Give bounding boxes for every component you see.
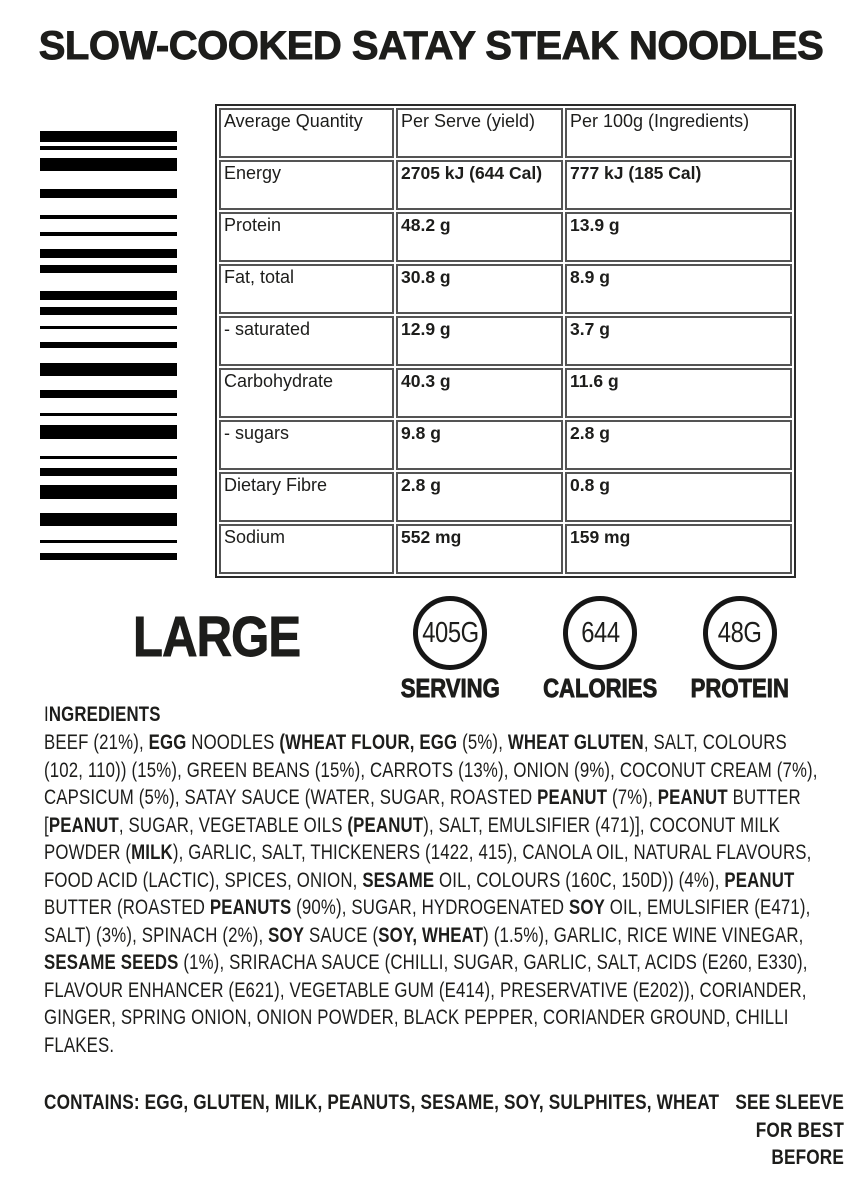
ingredients-line (44, 729, 844, 757)
nutrition-per-100g-cell: 777 kJ (185 Cal) (565, 160, 792, 210)
ingredient-text: OIL, EMULSIFIER (E471), (604, 896, 811, 919)
nutrition-label-cell: Sodium (219, 524, 394, 574)
ingredient-text: BEEF (21%), (44, 731, 149, 754)
contains-statement: CONTAINS: EGG, GLUTEN, MILK, PEANUTS, SESAME, SOY, SULPHITES, WHEAT (44, 1090, 720, 1114)
barcode-bar (40, 249, 177, 258)
nutrition-row (219, 212, 792, 262)
ingredient-text: BUTTER (ROASTED (44, 896, 210, 919)
nutrition-per-100g-cell: 2.8 g (565, 420, 792, 470)
allergen-text: SOY (268, 923, 305, 947)
barcode-bar (40, 456, 177, 459)
barcode-bar (40, 468, 177, 476)
nutrition-label-cell: Dietary Fibre (219, 472, 394, 522)
badge-serving (375, 596, 525, 704)
nutrition-label-cell: Energy (219, 160, 394, 210)
ingredients-line (44, 812, 844, 840)
allergen-text: PEANUTS (209, 896, 292, 919)
allergen-text: SESAME SEEDS (44, 951, 179, 974)
nutrition-per-serve-cell: 40.3 g (396, 368, 563, 418)
best-before-line: SEE SLEEVE (735, 1090, 844, 1114)
contains-row (44, 1089, 844, 1117)
barcode-bar (40, 307, 177, 315)
badge-label: PROTEIN (690, 673, 790, 703)
barcode-bar (40, 146, 177, 150)
ingredient-text: ) (1.5%), GARLIC, RICE WINE VINEGAR, (483, 923, 804, 947)
allergen-text: PEANUT (48, 813, 119, 837)
nutrition-label-cell: - sugars (219, 420, 394, 470)
badge-value: 48G (718, 616, 762, 649)
badge-value: 405G (421, 616, 479, 649)
nutrition-header-cell: Per Serve (yield) (396, 108, 563, 158)
nutrition-per-100g-cell: 13.9 g (565, 212, 792, 262)
nutrition-per-100g-cell: 159 mg (565, 524, 792, 574)
nutrition-header-cell: Average Quantity (219, 108, 394, 158)
nutrition-per-100g-cell: 0.8 g (565, 472, 792, 522)
ingredient-text: FLAKES. (44, 1033, 115, 1057)
ingredient-text: OIL, COLOURS (160C, 150D)) (4%), (434, 868, 725, 892)
barcode-bar (40, 425, 177, 439)
barcode-bar (40, 485, 177, 499)
nutrition-row (219, 316, 792, 366)
barcode-bar (40, 265, 177, 273)
allergen-text: PEANUT (537, 786, 608, 809)
allergen-text: SOY, WHEAT (378, 923, 484, 947)
best-before-line: FOR BEST (755, 1117, 844, 1142)
nutrition-per-serve-cell: 12.9 g (396, 316, 563, 366)
barcode-bar (40, 342, 177, 348)
barcode-bar (40, 326, 177, 329)
ingredient-text: (5%), (457, 731, 508, 754)
barcode (40, 131, 177, 560)
ingredients-line (44, 977, 844, 1005)
ingredient-text: NOODLES (186, 731, 280, 754)
ingredient-text: GINGER, SPRING ONION, ONION POWDER, BLACK PEPPER, CORIANDER GROUND, CHILLI (44, 1006, 789, 1029)
badge-circle-icon (563, 596, 637, 670)
ingredient-text: SALT) (3%), SPINACH (2%), (44, 923, 269, 947)
ingredient-text: , SALT, COLOURS (643, 731, 787, 754)
nutrition-row (219, 472, 792, 522)
ingredient-text: (102, 110)) (15%), GREEN BEANS (15%), CARROTS (13%), ONION (9%), COCONUT CREAM (7%), (44, 758, 818, 782)
barcode-bar (40, 291, 177, 300)
ingredient-text: ), SALT, EMULSIFIER (471)], COCONUT MILK (423, 813, 780, 837)
nutrition-row (219, 420, 792, 470)
ingredient-text: , SUGAR, VEGETABLE OILS (118, 813, 348, 837)
bottom-section (44, 1089, 844, 1172)
badge-calories (525, 596, 675, 704)
ingredient-text: (90%), SUGAR, HYDROGENATED (291, 896, 569, 919)
best-before-line: BEFORE (771, 1145, 844, 1169)
nutrition-label-cell: - saturated (219, 316, 394, 366)
barcode-bar (40, 189, 177, 198)
badge-label: CALORIES (542, 673, 658, 703)
ingredient-text: FOOD ACID (LACTIC), SPICES, ONION, (44, 868, 363, 892)
best-before-extra-lines (44, 1117, 844, 1172)
ingredients-line (44, 949, 844, 977)
badge-protein (665, 596, 815, 704)
allergen-text: WHEAT GLUTEN (507, 731, 644, 754)
ingredients-line (44, 894, 844, 922)
nutrition-header-row (219, 108, 792, 158)
ingredient-text: CAPSICUM (5%), SATAY SAUCE (WATER, SUGAR, ROASTED (44, 786, 538, 809)
allergen-text: (WHEAT FLOUR, EGG (279, 731, 458, 754)
ingredient-text: BUTTER (727, 786, 801, 809)
barcode-bar (40, 131, 177, 142)
ingredients-line (44, 922, 844, 950)
ingredient-text: (1%), SRIRACHA SAUCE (CHILLI, SUGAR, GARLIC, SALT, ACIDS (E260, E330), (178, 951, 808, 974)
allergen-text: SESAME (362, 868, 435, 892)
ingredients-lines (44, 729, 844, 1059)
badge-circle-icon (413, 596, 487, 670)
barcode-bar (40, 390, 177, 398)
ingredients-line (44, 839, 844, 867)
ingredients-heading-rest: NGREDIENTS (48, 703, 161, 726)
badge-label: SERVING (400, 673, 500, 703)
nutrition-row (219, 160, 792, 210)
nutrition-header-cell: Per 100g (Ingredients) (565, 108, 792, 158)
barcode-bar (40, 158, 177, 171)
nutrition-per-serve-cell: 552 mg (396, 524, 563, 574)
allergen-text: SOY (569, 896, 605, 919)
ingredients-line (44, 757, 844, 785)
badge-circle-icon (703, 596, 777, 670)
ingredient-text: SAUCE ( (304, 923, 379, 947)
nutrition-row (219, 264, 792, 314)
nutrition-per-serve-cell: 48.2 g (396, 212, 563, 262)
ingredient-text: ), GARLIC, SALT, THICKENERS (1422, 415), CANOLA OIL, NATURAL FLAVOURS, (172, 841, 812, 864)
nutrition-row (219, 368, 792, 418)
badges (0, 596, 862, 706)
barcode-bar (40, 363, 177, 376)
nutrition-per-serve-cell: 2.8 g (396, 472, 563, 522)
barcode-bar (40, 513, 177, 526)
allergen-text: PEANUT (657, 786, 728, 809)
ingredient-text: POWDER ( (44, 841, 132, 864)
ingredients-heading (44, 701, 844, 729)
nutrition-per-100g-cell: 3.7 g (565, 316, 792, 366)
ingredient-text: [ (44, 813, 49, 837)
nutrition-label-cell: Fat, total (219, 264, 394, 314)
ingredient-text: (7%), (607, 786, 658, 809)
nutrition-per-100g-cell: 11.6 g (565, 368, 792, 418)
nutrition-per-serve-cell: 2705 kJ (644 Cal) (396, 160, 563, 210)
barcode-bar (40, 232, 177, 236)
nutrition-row (219, 524, 792, 574)
ingredients-section (44, 701, 844, 1059)
nutrition-label-cell: Protein (219, 212, 394, 262)
ingredients-line (44, 1004, 844, 1032)
allergen-text: MILK (131, 841, 173, 864)
ingredients-line (44, 784, 844, 812)
allergen-text: PEANUT (724, 868, 795, 892)
size-label: LARGE (133, 605, 301, 669)
ingredients-line (44, 867, 844, 895)
barcode-bar (40, 540, 177, 543)
ingredients-line (44, 1032, 844, 1060)
barcode-bar (40, 553, 177, 560)
nutrition-table-body (219, 108, 792, 574)
product-title: SLOW-COOKED SATAY STEAK NOODLES (38, 24, 824, 68)
badge-value: 644 (580, 616, 620, 649)
ingredients-heading-first-letter: I (44, 703, 49, 726)
barcode-bar (40, 215, 177, 219)
nutrition-table (215, 104, 796, 578)
nutrition-per-serve-cell: 9.8 g (396, 420, 563, 470)
nutrition-label-cell: Carbohydrate (219, 368, 394, 418)
allergen-text: EGG (148, 731, 187, 754)
nutrition-per-100g-cell: 8.9 g (565, 264, 792, 314)
nutrition-per-serve-cell: 30.8 g (396, 264, 563, 314)
barcode-bar (40, 413, 177, 416)
allergen-text: (PEANUT (347, 813, 424, 837)
ingredient-text: FLAVOUR ENHANCER (E621), VEGETABLE GUM (E414), PRESERVATIVE (E202)), CORIANDER, (44, 978, 807, 1002)
